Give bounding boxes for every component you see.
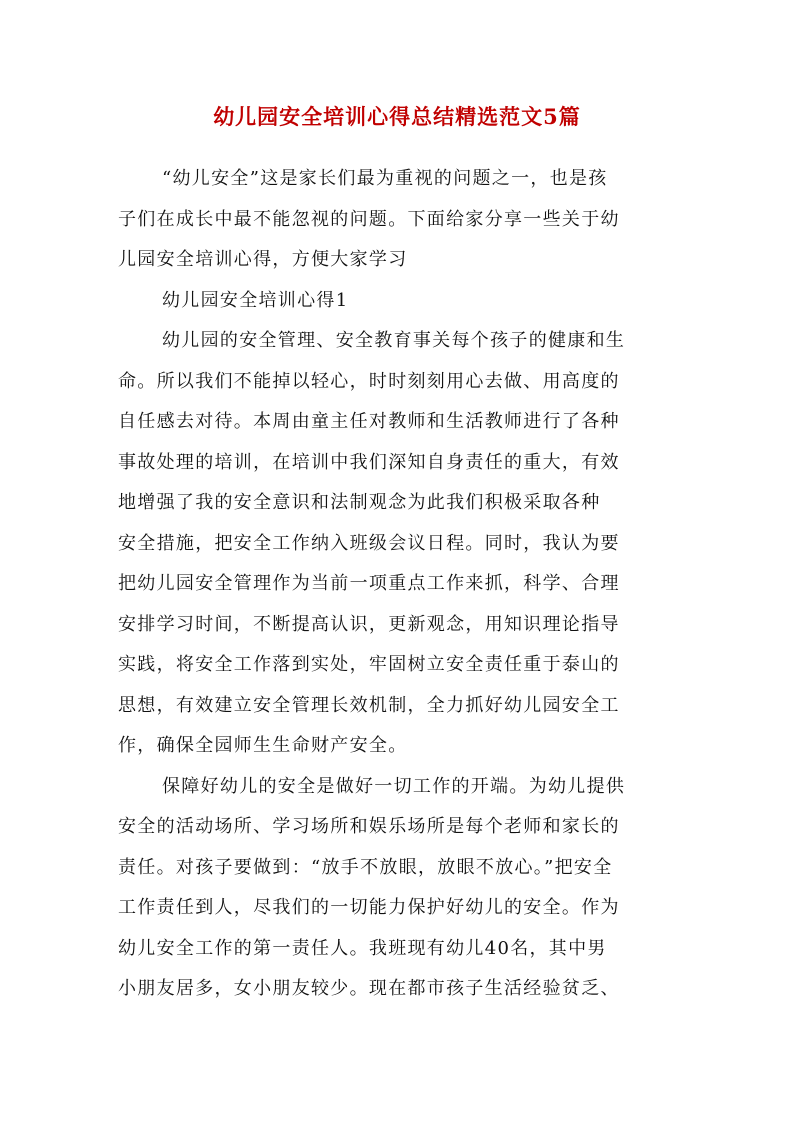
paragraph-line: “幼儿安全”这是家长们最为重视的问题之一，也是孩 <box>162 168 608 189</box>
paragraph-line: 幼儿安全工作的第一责任人。我班现有幼儿40名，其中男 <box>118 937 607 959</box>
paragraph-line: 思想，有效建立安全管理长效机制，全力抓好幼儿园安全工 <box>118 694 620 716</box>
paragraph-line: 保障好幼儿的安全是做好一切工作的开端。为幼儿提供 <box>162 775 626 797</box>
paragraph-line: 作，确保全园师生生命财产安全。 <box>118 735 408 756</box>
paragraph-line: 地增强了我的安全意识和法制观念为此我们积极采取各种 <box>118 492 601 513</box>
paragraph-line: 安全措施，把安全工作纳入班级会议日程。同时，我认为要 <box>118 532 620 554</box>
paragraph-line: 小朋友居多，女小朋友较少。现在都市孩子生活经验贫乏、 <box>118 978 620 999</box>
paragraph-line: 责任。对孩子要做到：“放手不放眼，放眼不放心。”把安全 <box>118 856 613 878</box>
paragraph-line: 把幼儿园安全管理作为当前一项重点工作来抓，科学、合理 <box>118 573 620 594</box>
paragraph-line: 子们在成长中最不能忽视的问题。下面给家分享一些关于幼 <box>118 208 620 230</box>
paragraph-line: 安排学习时间，不断提高认识，更新观念，用知识理论指导 <box>118 613 620 635</box>
paragraph-line: 幼儿园的安全管理、安全教育事关每个孩子的健康和生 <box>162 330 626 351</box>
document-title: 幼儿园安全培训心得总结精选范文5篇 <box>213 104 581 129</box>
section-heading: 幼儿园安全培训心得1 <box>162 289 349 311</box>
paragraph-line: 实践，将安全工作落到实处，牢固树立安全责任重于泰山的 <box>118 654 620 675</box>
paragraph-line: 命。所以我们不能掉以轻心，时时刻刻用心去做、用高度的 <box>118 370 620 392</box>
paragraph-line: 事故处理的培训，在培训中我们深知自身责任的重大，有效 <box>118 451 620 473</box>
paragraph-line: 工作责任到人，尽我们的一切能力保护好幼儿的安全。作为 <box>118 897 620 918</box>
paragraph-line: 安全的活动场所、学习场所和娱乐场所是每个老师和家长的 <box>118 816 620 837</box>
paragraph-line: 自任感去对待。本周由童主任对教师和生活教师进行了各种 <box>118 411 620 432</box>
document-body <box>118 159 678 1010</box>
paragraph-line: 儿园安全培训心得，方便大家学习 <box>118 249 408 270</box>
